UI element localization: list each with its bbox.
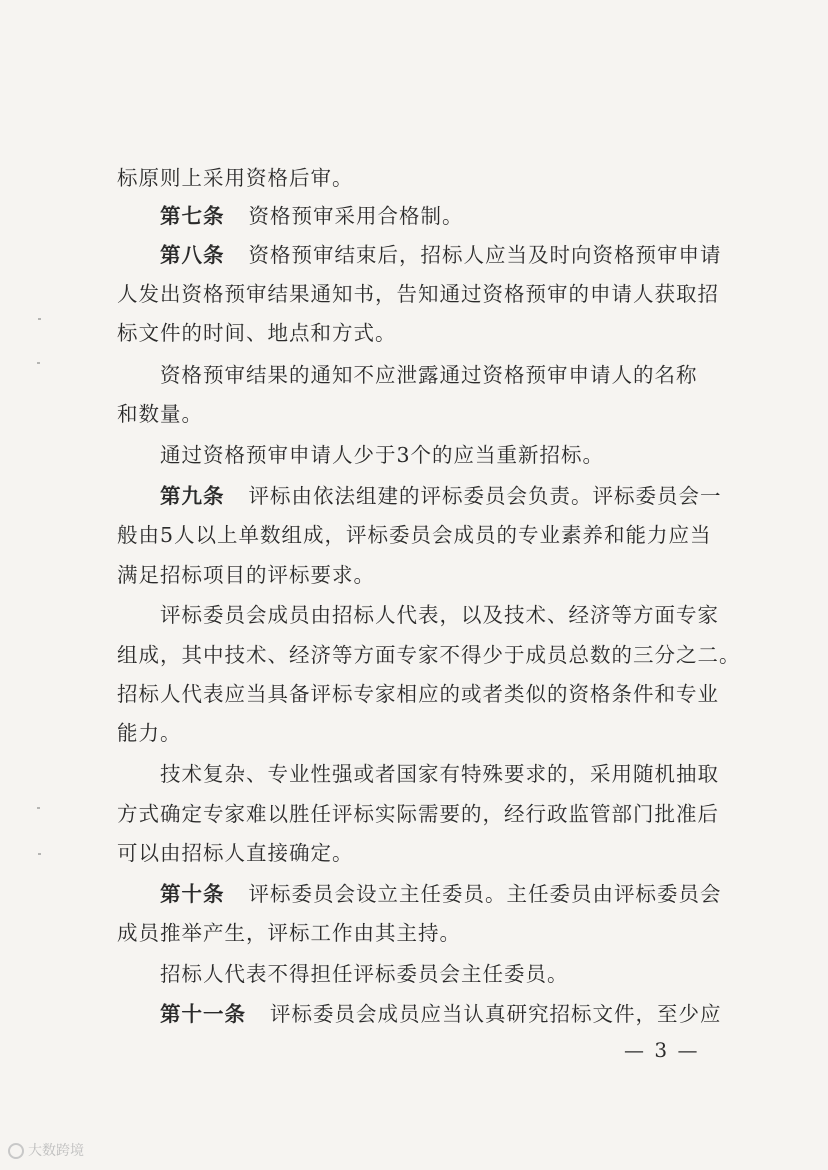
text-line: 和数量。 <box>117 402 203 426</box>
article-line: 第十一条 评标委员会成员应当认真研究招标文件，至少应 <box>160 1002 722 1026</box>
text-line: 招标人代表不得担任评标委员会主任委员。 <box>160 962 569 986</box>
scan-speck <box>38 853 41 855</box>
watermark-logo-icon <box>8 1143 24 1159</box>
article-number: 第十条 <box>160 882 225 906</box>
scan-speck <box>38 318 41 320</box>
article-number: 第八条 <box>160 243 225 267</box>
article-number: 第九条 <box>160 484 225 508</box>
text-line: 能力。 <box>117 721 182 745</box>
article-number: 第七条 <box>160 204 225 228</box>
text-line: 通过资格预审申请人少于3个的应当重新招标。 <box>160 443 605 467</box>
scan-speck <box>37 807 40 809</box>
article-line: 第八条 资格预审结束后，招标人应当及时向资格预审申请 <box>160 243 722 267</box>
text-line: 标文件的时间、地点和方式。 <box>117 321 397 345</box>
text-line: 满足招标项目的评标要求。 <box>117 563 375 587</box>
page-number: — 3 — <box>624 1038 700 1062</box>
text-line: 技术复杂、专业性强或者国家有特殊要求的，采用随机抽取 <box>160 762 719 786</box>
article-line: 第七条 资格预审采用合格制。 <box>160 204 464 228</box>
watermark-text: 大数跨境 <box>28 1143 84 1159</box>
text-line: 标原则上采用资格后审。 <box>117 166 354 190</box>
watermark <box>8 1140 84 1160</box>
text-line: 可以由招标人直接确定。 <box>117 841 354 865</box>
article-line: 第十条 评标委员会设立主任委员。主任委员由评标委员会 <box>160 882 722 906</box>
text-line: 组成，其中技术、经济等方面专家不得少于成员总数的三分之二。 <box>117 643 741 667</box>
text-line: 般由5人以上单数组成，评标委员会成员的专业素养和能力应当 <box>117 523 712 547</box>
text-line: 招标人代表应当具备评标专家相应的或者类似的资格条件和专业 <box>117 682 719 706</box>
text-line: 人发出资格预审结果通知书，告知通过资格预审的申请人获取招 <box>117 282 719 306</box>
article-number: 第十一条 <box>160 1002 246 1026</box>
text-line: 方式确定专家难以胜任评标实际需要的，经行政监管部门批准后 <box>117 802 719 826</box>
article-line: 第九条 评标由依法组建的评标委员会负责。评标委员会一 <box>160 484 722 508</box>
scan-speck <box>37 362 40 364</box>
text-line: 成员推举产生，评标工作由其主持。 <box>117 921 461 945</box>
text-line: 资格预审结果的通知不应泄露通过资格预审申请人的名称 <box>160 363 698 387</box>
text-line: 评标委员会成员由招标人代表，以及技术、经济等方面专家 <box>160 603 719 627</box>
